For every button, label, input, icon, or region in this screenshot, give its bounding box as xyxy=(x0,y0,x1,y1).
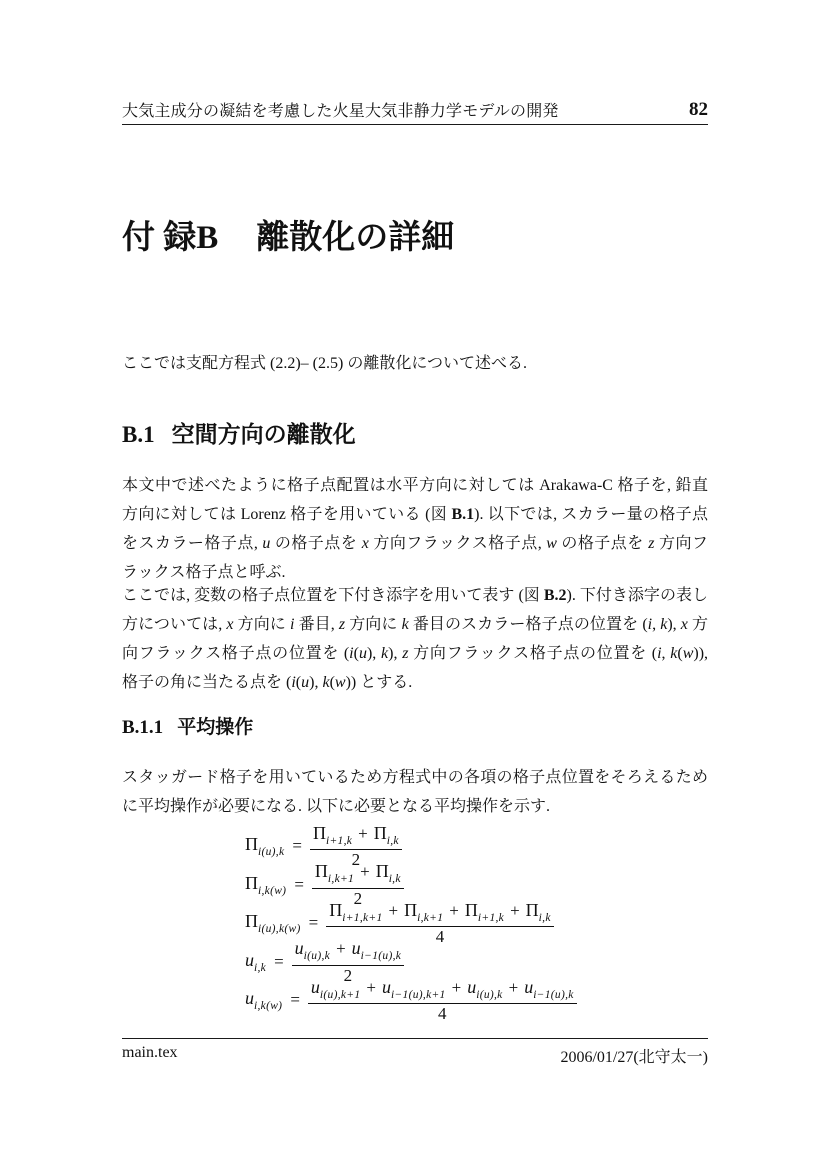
fraction-numerator: $u_{i(u),k} + u_{i-1(u),k}$ xyxy=(292,938,404,965)
paragraph-line: に平均操作が必要になる. 以下に必要となる平均操作を示す. xyxy=(122,798,551,815)
paragraph-line: スタッガード格子を用いているため方程式中の各項の格子点位置をそろえるため xyxy=(122,769,708,786)
equation-lhs: $\Pi_{i(u),k(w)}$ xyxy=(245,911,301,936)
fraction-denominator: 4 xyxy=(438,1004,447,1024)
page-footer xyxy=(122,1038,708,1067)
subsection-title: 平均操作 xyxy=(177,717,254,738)
equation xyxy=(245,976,705,1024)
paragraph-line: 方向に対しては Lorenz 格子を用いている (図 B.1). 以下では, スカラー量の格子点 xyxy=(122,506,708,523)
equation-lhs: $u_{i,k}$ xyxy=(245,949,267,974)
intro-paragraph: ここでは支配方程式 (2.2)– (2.5) の離散化について述べる. xyxy=(122,355,527,372)
equation-block xyxy=(245,822,705,1024)
fraction-numerator: $\Pi_{i+1,k} + \Pi_{i,k}$ xyxy=(310,823,402,850)
paragraph-line: 格子の角に当たる点を (i(u), k(w)) とする. xyxy=(122,674,413,691)
equation xyxy=(245,861,705,908)
section-number: B.1 xyxy=(122,422,155,447)
chapter-title: 離散化の詳細 xyxy=(256,220,455,256)
paragraph-line: ここでは, 変数の格子点位置を下付き添字を用いて表す (図 B.2). 下付き添字の表し xyxy=(122,587,708,604)
chapter-heading xyxy=(122,219,762,259)
section-title: 空間方向の離散化 xyxy=(171,422,356,447)
fraction-denominator: 4 xyxy=(435,927,445,947)
paragraph-line: 向フラックス格子点の位置を (i(u), k), z 方向フラックス格子点の位置を (i, k(w)), xyxy=(122,645,709,662)
paragraph xyxy=(122,471,708,587)
paragraph-line: 本文中で述べたように格子点配置は水平方向に対しては Arakawa-C 格子を, 鉛直 xyxy=(122,477,708,494)
paragraph xyxy=(122,763,708,821)
running-title: 大気主成分の凝結を考慮した火星大気非静力学モデルの開発 xyxy=(122,103,559,120)
fraction-numerator: $\Pi_{i+1,k+1} + \Pi_{i,k+1} + \Pi_{i+1,k} + \Pi_{i,k}$ xyxy=(326,900,554,927)
section-heading xyxy=(122,416,722,449)
paragraph-line: 方については, x 方向に i 番目, z 方向に k 番目のスカラー格子点の位置を (i, k), x 方 xyxy=(122,616,708,633)
equation-lhs: $\Pi_{i,k(w)}$ xyxy=(245,872,287,897)
equation xyxy=(245,822,705,870)
equals-sign: = xyxy=(292,836,302,856)
fraction-denominator: 2 xyxy=(353,888,363,908)
paragraph-line: をスカラー格子点, u の格子点を x 方向フラックス格子点, w の格子点を z 方向フ xyxy=(122,535,708,552)
page-header xyxy=(122,95,708,125)
subsection-number: B.1.1 xyxy=(122,717,164,738)
equals-sign: = xyxy=(294,874,304,894)
subsection-heading xyxy=(122,712,722,739)
fraction-numerator: $\Pi_{i,k+1} + \Pi_{i,k}$ xyxy=(312,861,404,888)
fraction-denominator: 2 xyxy=(343,965,353,985)
equals-sign: = xyxy=(308,913,319,933)
equation-lhs: $u_{i,k(w)}$ xyxy=(245,988,283,1013)
equals-sign: = xyxy=(274,951,284,971)
equation-lhs: $\Pi_{i(u),k}$ xyxy=(245,834,285,859)
footer-filename: main.tex xyxy=(122,1044,178,1061)
paragraph xyxy=(122,581,708,697)
equals-sign: = xyxy=(290,990,300,1010)
page-number: 82 xyxy=(689,99,708,120)
fraction xyxy=(308,977,577,1024)
equation xyxy=(245,899,705,947)
footer-date-author: 2006/01/27(北守太一) xyxy=(560,1049,708,1066)
equation xyxy=(245,938,705,985)
fraction-denominator: 2 xyxy=(351,850,361,870)
paragraph-line: ラックス格子点と呼ぶ. xyxy=(122,564,286,581)
fraction-numerator: $u_{i(u),k+1} + u_{i-1(u),k+1} + u_{i(u),k} + u_{i-1(u),k}$ xyxy=(308,977,577,1004)
chapter-label: 付 録B xyxy=(122,220,219,256)
